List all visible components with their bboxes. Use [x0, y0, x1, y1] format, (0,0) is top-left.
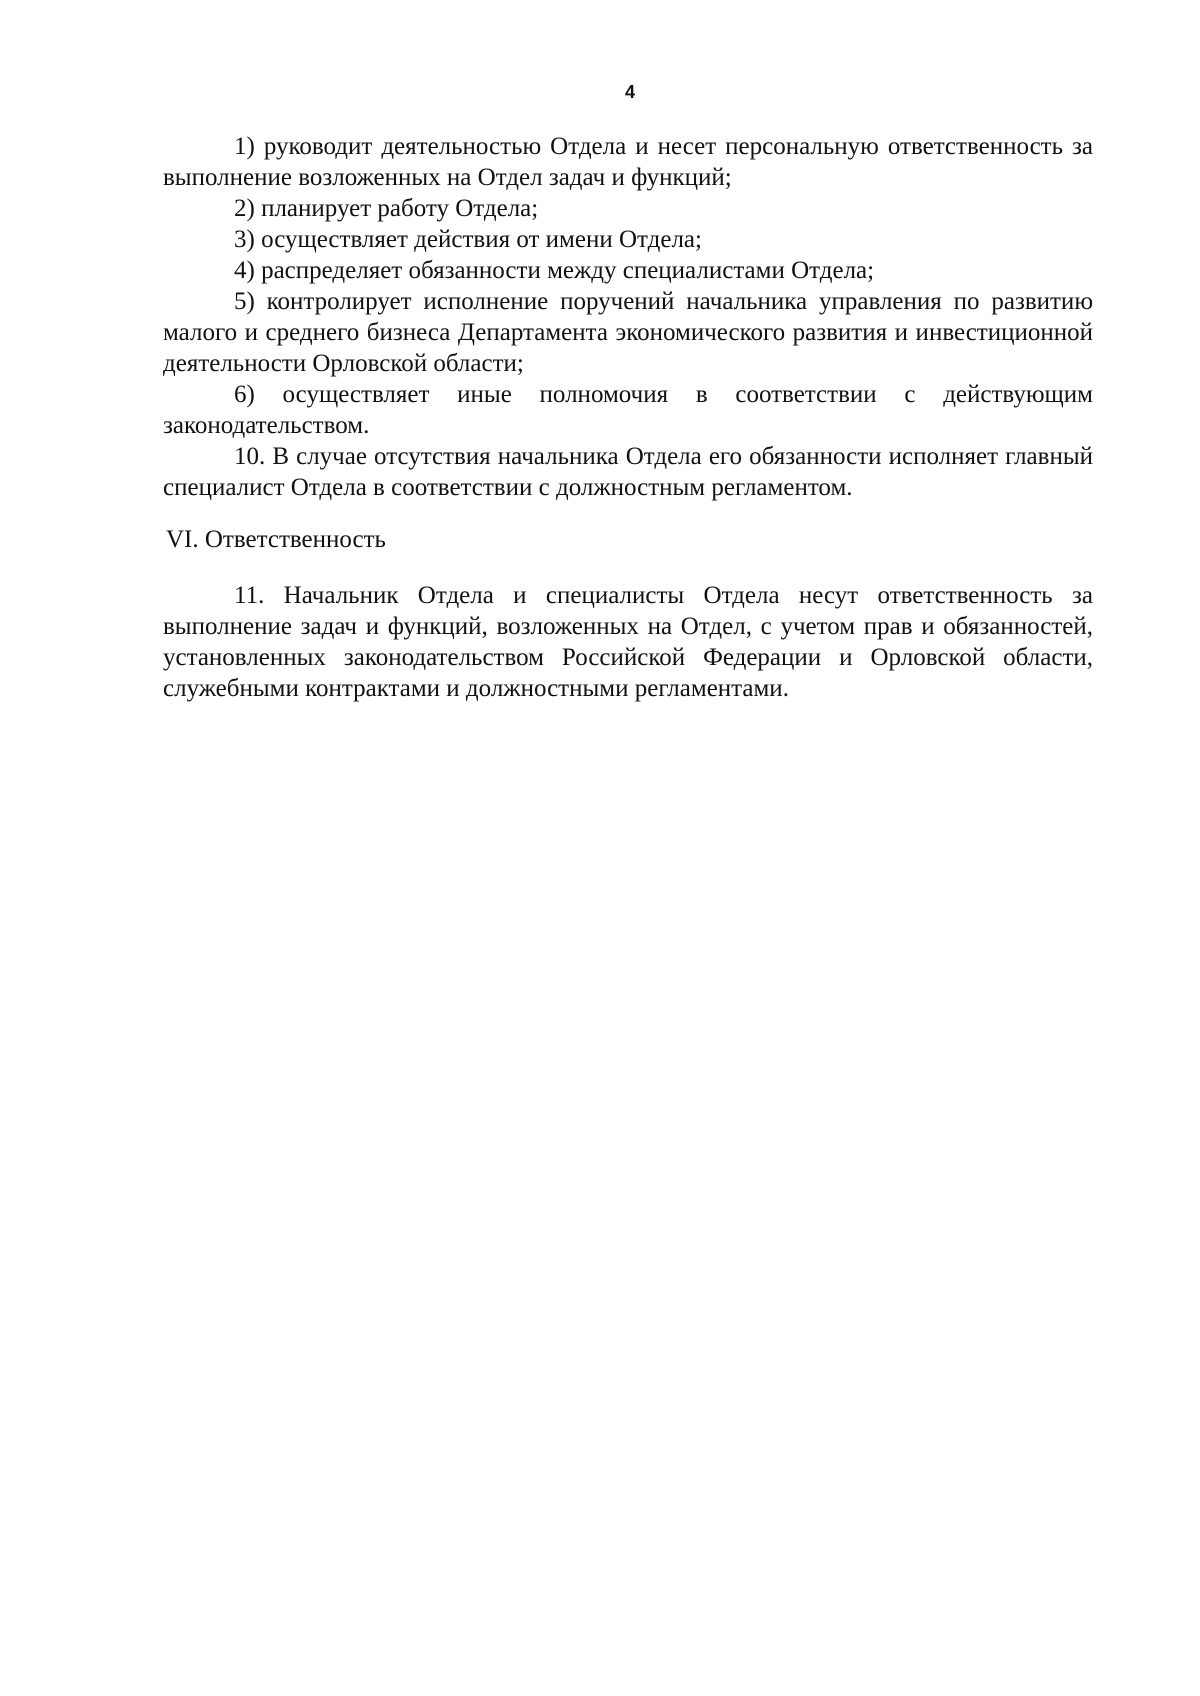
section-heading: VI. Ответственность — [166, 526, 386, 553]
list-item: 4) распределяет обязанности между специалистами Отдела; — [234, 257, 875, 284]
document-body — [163, 131, 1093, 704]
list-item: 2) планирует работу Отдела; — [234, 195, 539, 222]
list-item: 5) контролирует исполнение поручений начальника управления по развитию малого и среднего бизнеса Департамента экономического развития и инвестиционной деятельности Орловской области; — [163, 288, 1093, 377]
list-item: 3) осуществляет действия от имени Отдела; — [234, 226, 702, 253]
clause-11: 11. Начальник Отдела и специалисты Отдела несут ответственность за выполнение задач и функций, возложенных на Отдел, с учетом прав и обязанностей, установленных законодательством Российской Федерации и Орловской области, служебными контрактами и должностными регламентами. — [163, 582, 1093, 702]
clause-10: 10. В случае отсутствия начальника Отдела его обязанности исполняет главный специалист Отдела в соответствии с должностным регламентом. — [163, 443, 1093, 501]
list-item: 1) руководит деятельностью Отдела и несет персональную ответственность за выполнение возложенных на Отдел задач и функций; — [163, 133, 1093, 191]
page-number: 4 — [624, 82, 635, 102]
list-item: 6) осуществляет иные полномочия в соответствии с действующим законодательством. — [163, 381, 1093, 439]
